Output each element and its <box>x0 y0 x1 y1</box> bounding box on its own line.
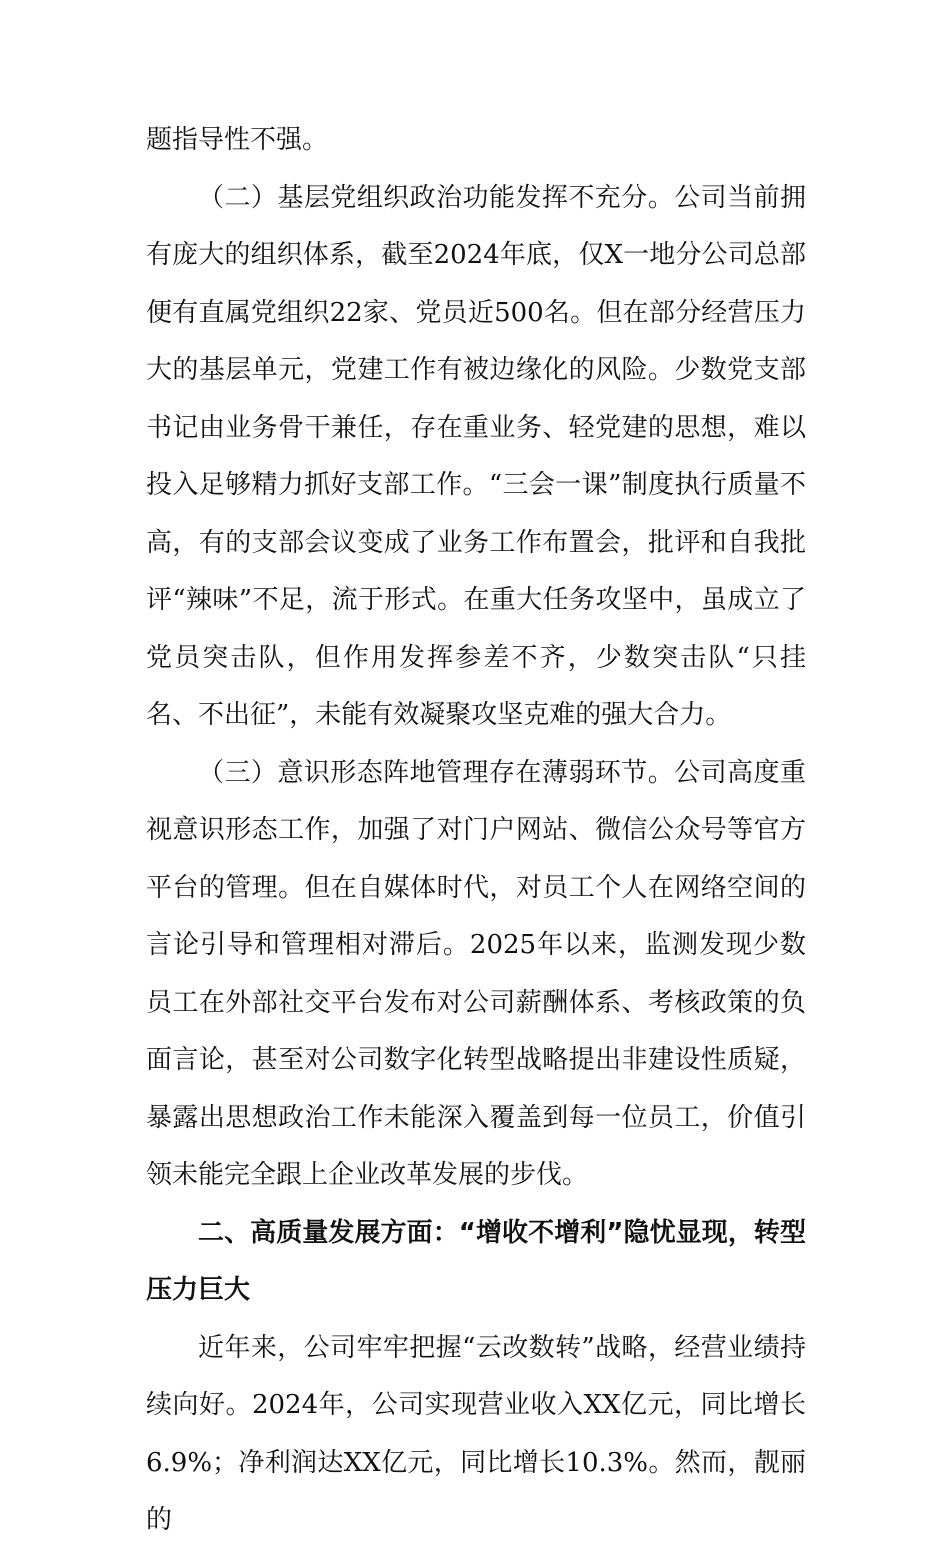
subsection-2-lead: （二）基层党组织政治功能发挥不充分。 <box>198 182 675 213</box>
subsection-3-text: 公司高度重视意识形态工作，加强了对门户网站、微信公众号等官方平台的管理。但在自媒体时代，对员工个人在网络空间的言论引导和管理相对滞后。2025年以来，监测发现少数员工在外部社交平台发布对公司薪酬体系、考核政策的负面言论，甚至对公司数字化转型战略提出非建设性质疑，暴露出思想政治工作未能深入覆盖到每一位员工，价值引领未能完全跟上企业改革发展的步伐。 <box>146 757 806 1190</box>
paragraph-subsection-3 <box>146 745 806 1205</box>
paragraph-body: 近年来，公司牢牢把握“云改数转”战略，经营业绩持续向好。2024年，公司实现营业收入XX亿元，同比增长6.9%；净利润达XX亿元，同比增长10.3%。然而，靓丽的 <box>146 1332 806 1535</box>
section-heading-2: 二、高质量发展方面：“增收不增利”隐忧显现，转型压力巨大 <box>146 1217 806 1305</box>
subsection-2-text: 公司当前拥有庞大的组织体系，截至2024年底，仅X一地分公司总部便有直属党组织22家、党员近500名。但在部分经营压力大的基层单元，党建工作有被边缘化的风险。少数党支部书记由业务骨干兼任，存在重业务、轻党建的思想，难以投入足够精力抓好支部工作。“三会一课”制度执行质量不高，有的支部会议变成了业务工作布置会，批评和自我批评“辣味”不足，流于形式。在重大任务攻坚中，虽成立了党员突击队，但作用发挥参差不齐，少数突击队“只挂名、不出征”，未能有效凝聚攻坚克难的强大合力。 <box>146 182 806 730</box>
paragraph-subsection-2 <box>146 170 806 745</box>
subsection-3-lead: （三）意识形态阵地管理存在薄弱环节。 <box>198 757 675 788</box>
document-body <box>146 112 806 1550</box>
paragraph-continuation: 题指导性不强。 <box>146 125 329 155</box>
